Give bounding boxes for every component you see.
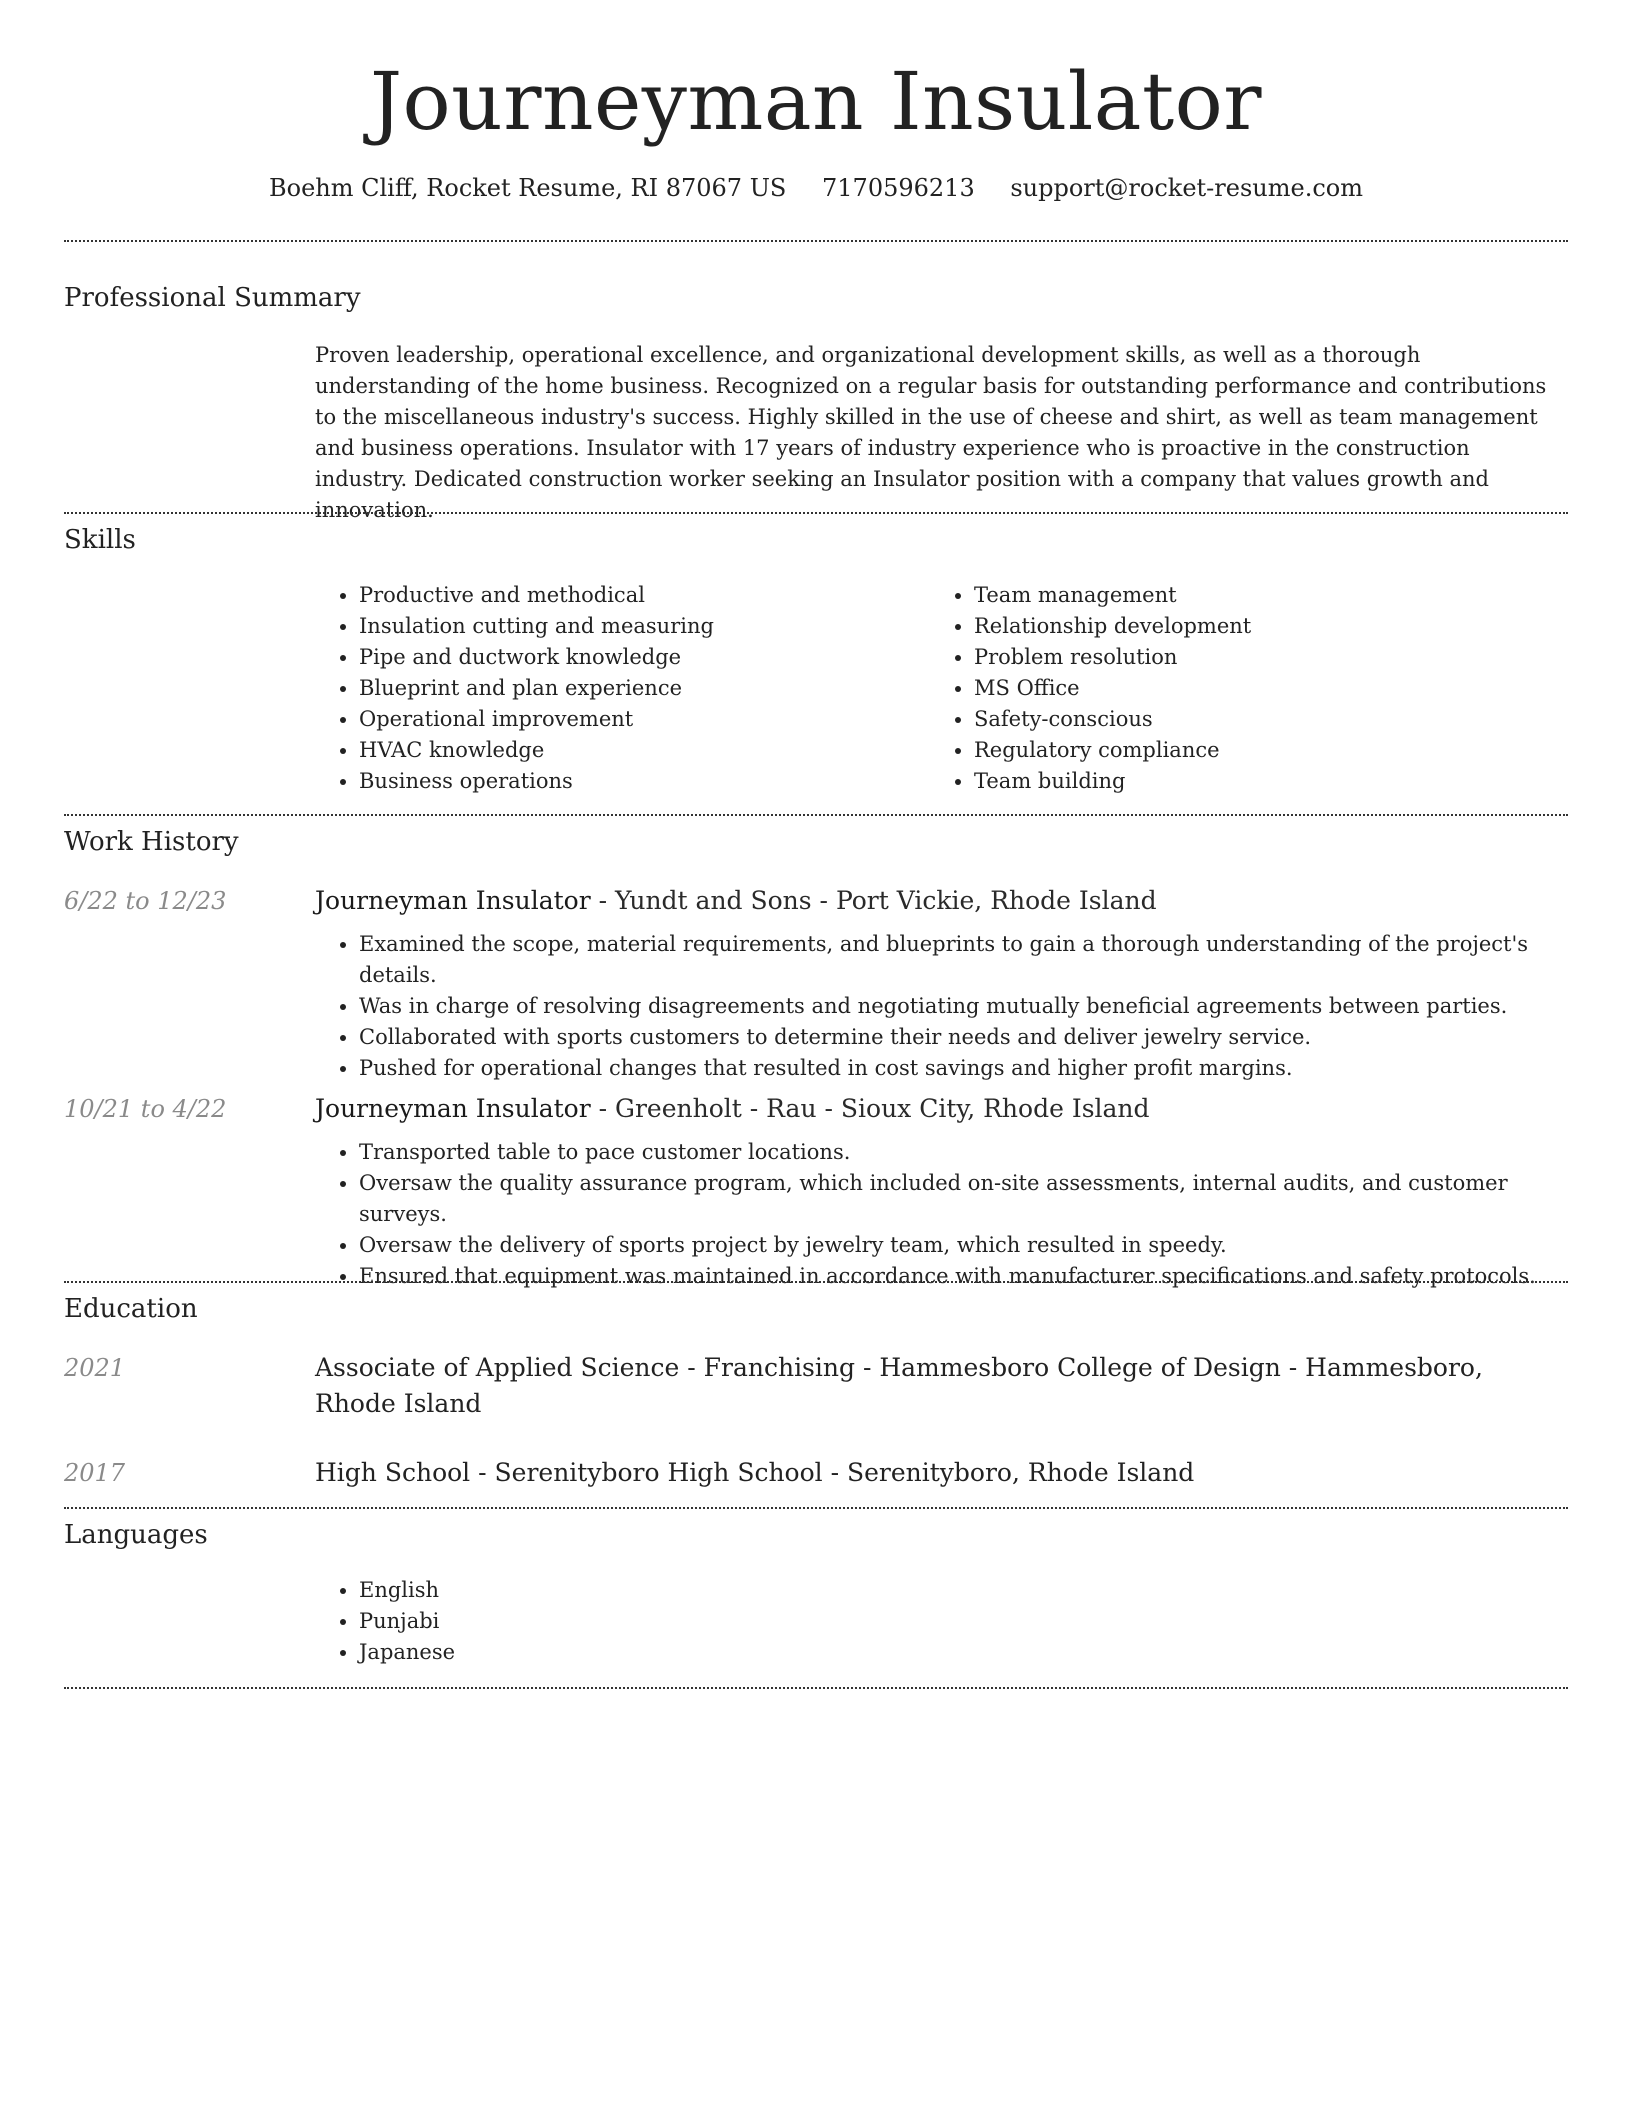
divider bbox=[64, 1507, 1568, 1509]
skill-item: • Relationship development bbox=[974, 611, 1545, 642]
divider bbox=[64, 1281, 1568, 1283]
education-date: 2017 bbox=[64, 1459, 126, 1487]
job-bullet: • Examined the scope, material requirements, and blueprints to gain a thorough understanding of the project's details. bbox=[359, 929, 1568, 991]
divider bbox=[64, 240, 1568, 242]
job-heading bbox=[315, 1091, 1568, 1127]
section-title-summary: Professional Summary bbox=[64, 283, 361, 313]
contact-line bbox=[64, 170, 1568, 206]
skill-item: • HVAC knowledge bbox=[359, 735, 930, 766]
skills-column-left bbox=[315, 580, 930, 797]
contact-phone: 7170596213 bbox=[822, 174, 975, 202]
job-separator: - bbox=[590, 1094, 616, 1123]
candidate-name: Journeyman Insulator bbox=[369, 55, 1263, 148]
contact-address: Boehm Cliff, Rocket Resume, RI 87067 US bbox=[269, 174, 787, 202]
job-bullet: • Collaborated with sports customers to determine their needs and deliver jewelry service. bbox=[359, 1022, 1568, 1053]
skill-item: • Safety-conscious bbox=[974, 704, 1545, 735]
education-heading bbox=[315, 1455, 1568, 1491]
job-company: Greenholt - Rau - Sioux City, Rhode Island bbox=[615, 1094, 1150, 1123]
job-title: Journeyman Insulator bbox=[315, 1094, 591, 1123]
divider bbox=[64, 814, 1568, 816]
education-heading bbox=[315, 1350, 1568, 1422]
education-school: - Serenityboro High School - Serenityboro, Rhode Island bbox=[470, 1458, 1195, 1487]
skill-item: • Business operations bbox=[359, 766, 930, 797]
job-bullet: • Transported table to pace customer locations. bbox=[359, 1137, 1568, 1168]
skill-item: • Team building bbox=[974, 766, 1545, 797]
divider bbox=[64, 512, 1568, 514]
job-company: Yundt and Sons - Port Vickie, Rhode Island bbox=[615, 886, 1157, 915]
section-title-languages: Languages bbox=[64, 1520, 208, 1550]
skill-item: • Problem resolution bbox=[974, 642, 1545, 673]
skill-item: • Blueprint and plan experience bbox=[359, 673, 930, 704]
language-item: • English bbox=[359, 1575, 1568, 1606]
skill-item: • MS Office bbox=[974, 673, 1545, 704]
education-entry bbox=[315, 1350, 1568, 1422]
education-entry bbox=[315, 1455, 1568, 1491]
divider bbox=[64, 1687, 1568, 1689]
skill-item: • Regulatory compliance bbox=[974, 735, 1545, 766]
education-date: 2021 bbox=[64, 1354, 126, 1382]
job-bullet: • Pushed for operational changes that resulted in cost savings and higher profit margins. bbox=[359, 1053, 1568, 1084]
section-title-skills: Skills bbox=[64, 525, 136, 555]
language-item: • Punjabi bbox=[359, 1606, 1568, 1637]
job-separator: - bbox=[590, 886, 616, 915]
contact-email: support@rocket-resume.com bbox=[1010, 174, 1363, 202]
section-title-work: Work History bbox=[64, 827, 239, 857]
education-degree: Associate of Applied Science - Franchising bbox=[315, 1353, 855, 1382]
job-heading bbox=[315, 883, 1568, 919]
languages-block bbox=[315, 1575, 1568, 1668]
job-entry bbox=[315, 883, 1568, 1084]
education-degree: High School bbox=[315, 1458, 471, 1487]
skills-column-right bbox=[930, 580, 1545, 797]
skills-block bbox=[315, 580, 1568, 797]
skill-item: • Team management bbox=[974, 580, 1545, 611]
job-bullet: • Ensured that equipment was maintained in accordance with manufacturer specifications and safety protocols. bbox=[359, 1261, 1568, 1292]
skill-item: • Productive and methodical bbox=[359, 580, 930, 611]
job-date: 10/21 to 4/22 bbox=[64, 1095, 227, 1123]
job-entry bbox=[315, 1091, 1568, 1292]
skill-item: • Operational improvement bbox=[359, 704, 930, 735]
job-bullet: • Was in charge of resolving disagreements and negotiating mutually beneficial agreements between parties. bbox=[359, 991, 1568, 1022]
language-item: • Japanese bbox=[359, 1637, 1568, 1668]
job-date: 6/22 to 12/23 bbox=[64, 887, 227, 915]
job-title: Journeyman Insulator bbox=[315, 886, 591, 915]
job-bullet: • Oversaw the quality assurance program, which included on-site assessments, internal audits, and customer surveys. bbox=[359, 1168, 1568, 1230]
section-title-education: Education bbox=[64, 1294, 198, 1324]
summary-text: Proven leadership, operational excellence, and organizational development skills, as well as a thorough understanding of the home business. Recognized on a regular basis for outstanding performance and contributions to the miscellaneous industry's success. Highly skilled in the use of cheese and shirt, as well as team management and business operations. Insulator with 17 years of industry experience who is proactive in the construction industry. Dedicated construction worker seeking an Insulator position with a company that values growth and innovation. bbox=[315, 343, 1547, 522]
summary-block bbox=[315, 340, 1568, 526]
education-school: - Hammesboro College of Design - Hammesboro, Rhode Island bbox=[315, 1353, 1483, 1418]
skill-item: • Insulation cutting and measuring bbox=[359, 611, 930, 642]
skill-item: • Pipe and ductwork knowledge bbox=[359, 642, 930, 673]
job-bullet: • Oversaw the delivery of sports project by jewelry team, which resulted in speedy. bbox=[359, 1230, 1568, 1261]
